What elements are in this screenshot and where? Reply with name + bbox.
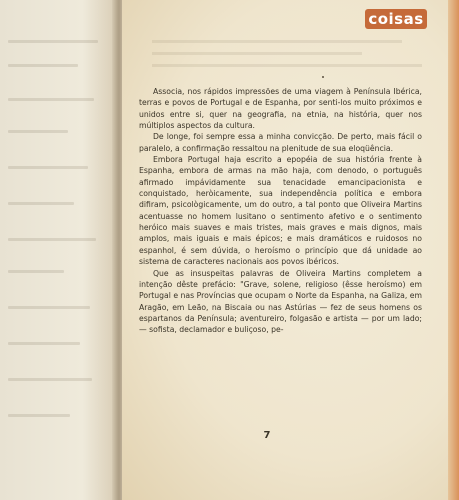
- body-text: [139, 86, 422, 336]
- paragraph: Associa, nos rápidos impressões de uma viagem à Península Ibérica, terras e povos de Portugal e de Espanha, por senti-los muito próximos e unidos entre si, quer na geografia, na etnia, na história, quer nos múltiplos aspectos da cultura.: [139, 87, 422, 131]
- paragraph: De longe, foi sempre essa a minha convicção. De perto, mais fácil o paralelo, a confirmação ressaltou na plenitude de sua eloqüência.: [139, 132, 422, 153]
- bleed-through-line: [8, 202, 74, 205]
- paragraph: Que as insuspeitas palavras de Oliveira Martins completem a intenção dêste prefácio: "Grave, solene, religioso (êsse heroísmo) em Portugal e nas Províncias que ocupam o Norte da Espanha, na Galiza, em Aragão, em Leão, na Biscaia ou nas Astúrias — fez de seus homens os espartanos da Península; aventureiro, folgasão e artista — por um lado; — sofista, declamador e buliçoso, pe-: [139, 268, 422, 335]
- cover-edge: [448, 0, 459, 500]
- bleed-through-line: [8, 166, 88, 169]
- bleed-through-line: [152, 52, 362, 55]
- bleed-through-line: [8, 98, 94, 101]
- bleed-through-line: [8, 378, 92, 381]
- page-number: 7: [263, 430, 271, 441]
- coisas-logo: coisas: [365, 9, 427, 29]
- bleed-through-line: [8, 342, 80, 345]
- bleed-through-line: [8, 306, 90, 309]
- bleed-through-line: [8, 414, 70, 417]
- left-page: [0, 0, 118, 500]
- paragraph: Embora Portugal haja escrito a epopéia de sua história frente à Espanha, embora de armas na mão haja, com denodo, o português afirmado impávidamente sua tenacidade emancipacionista e conquistado, heròicamente, sua independência política e embora difiram, psicològicamente, um do outro, a tal ponto que Oliveira Martins acentuasse no homem lusitano o sentimento afetivo e o sentimento heróico mais suaves e mais tristes, mais graves e mais dignos, mais amplos, mais iguais e mais épicos; e mais dramáticos e ruidosos no espanhol, é sem dúvida, o heroísmo o princípio que dá unidade ao sistema de caracteres nacionais aos povos ibéricos.: [139, 155, 422, 267]
- bleed-through-line: [8, 64, 78, 67]
- bleed-through-line: [152, 64, 422, 67]
- bleed-through-line: [8, 270, 64, 273]
- ink-speck: [322, 76, 324, 78]
- bleed-through-line: [8, 130, 68, 133]
- bleed-through-line: [152, 40, 402, 43]
- bleed-through-line: [8, 238, 96, 241]
- bleed-through-line: [8, 40, 98, 43]
